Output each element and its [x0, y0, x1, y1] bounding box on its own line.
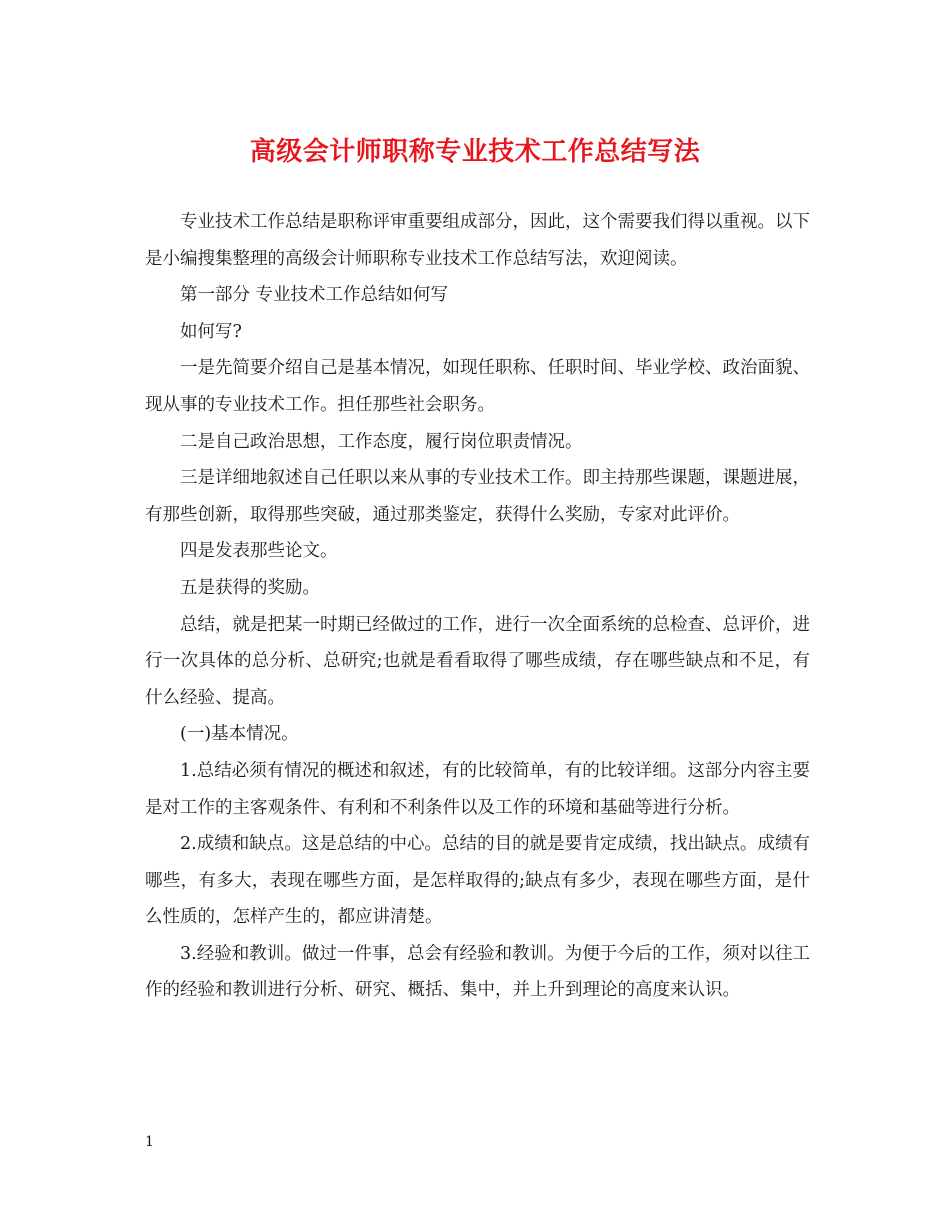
paragraph-point-four: 四是发表那些论文。 — [180, 541, 338, 562]
paragraph-basic-situation-heading: (一)基本情况。 — [180, 724, 299, 745]
document-body — [145, 204, 810, 1009]
paragraph-point-three: 三是详细地叙述自己任职以来从事的专业技术工作。即主持那些课题，课题进展，有那些创新，取得那些突破，通过那类鉴定，获得什么奖励，专家对此评价。 — [145, 468, 810, 525]
paragraph-point-one: 一是先简要介绍自己是基本情况，如现任职称、任职时间、毕业学校、政治面貌、现从事的专业技术工作。担任那些社会职务。 — [145, 358, 810, 415]
paragraph-item-2: 2.成绩和缺点。这是总结的中心。总结的目的就是要肯定成绩，找出缺点。成绩有哪些，有多大，表现在哪些方面，是怎样取得的;缺点有多少，表现在哪些方面，是什么性质的，怎样产生的，都应讲清楚。 — [145, 834, 810, 928]
paragraph-item-1: 1.总结必须有情况的概述和叙述，有的比较简单，有的比较详细。这部分内容主要是对工作的主客观条件、有利和不利条件以及工作的环境和基础等进行分析。 — [145, 760, 810, 818]
paragraph-point-two: 二是自己政治思想，工作态度，履行岗位职责情况。 — [180, 431, 583, 452]
document-title: 高级会计师职称专业技术工作总结写法 — [249, 137, 701, 167]
paragraph-intro: 专业技术工作总结是职称评审重要组成部分，因此，这个需要我们得以重视。以下是小编搜集整理的高级会计师职称专业技术工作总结写法，欢迎阅读。 — [145, 212, 810, 269]
paragraph-item-3: 3.经验和教训。做过一件事，总会有经验和教训。为便于今后的工作，须对以往工作的经验和教训进行分析、研究、概括、集中，并上升到理论的高度来认识。 — [145, 943, 810, 1001]
page-number: 1 — [145, 1134, 154, 1150]
paragraph-summary-definition: 总结，就是把某一时期已经做过的工作，进行一次全面系统的总检查、总评价，进行一次具体的总分析、总研究;也就是看看取得了哪些成绩，存在哪些缺点和不足，有什么经验、提高。 — [145, 614, 810, 708]
paragraph-section-heading: 第一部分 专业技术工作总结如何写 — [180, 285, 449, 306]
paragraph-how-to-write: 如何写? — [180, 321, 242, 342]
paragraph-point-five: 五是获得的奖励。 — [180, 577, 320, 598]
